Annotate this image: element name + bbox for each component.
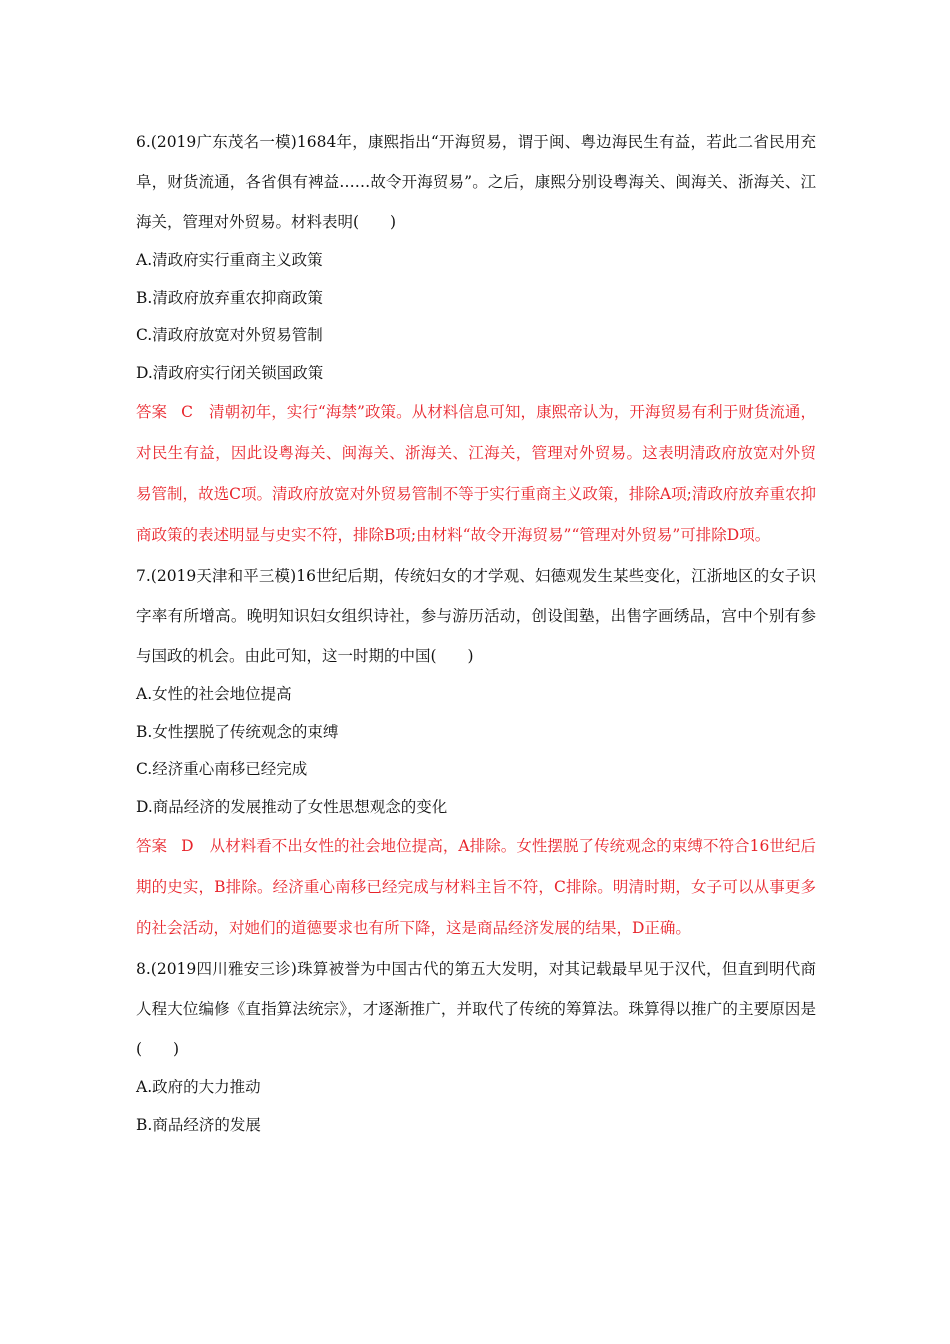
answer-letter: D xyxy=(181,837,194,855)
option-a: A.政府的大力推动 xyxy=(136,1078,261,1096)
option-c: C.经济重心南移已经完成 xyxy=(136,760,308,778)
option-b: B.女性摆脱了传统观念的束缚 xyxy=(136,722,339,741)
question-stem: 7.(2019天津和平三模)16世纪后期，传统妇女的才学观、妇德观发生某些变化，江浙地区的女子识字率有所增高。晚明知识妇女组织诗社，参与游历活动，创设闺塾，出售字画绣品，宫中个别有参与国政的机会。由此可知，这一时期的中国( ) xyxy=(136,567,816,665)
answer-letter: C xyxy=(181,403,193,421)
question-6 xyxy=(136,122,816,556)
option-a: A.女性的社会地位提高 xyxy=(136,685,292,703)
option-b: B.清政府放弃重农抑商政策 xyxy=(136,288,323,307)
option-b: B.商品经济的发展 xyxy=(136,1115,261,1134)
answer-explanation xyxy=(136,826,816,949)
option-c: C.清政府放宽对外贸易管制 xyxy=(136,326,323,344)
question-stem: 6.(2019广东茂名一模)1684年，康熙指出“开海贸易，谓于闽、粤边海民生有益，若此二省民用充阜，财货流通，各省俱有裨益……故令开海贸易”。之后，康熙分别设粤海关、闽海关、浙海关、江海关，管理对外贸易。材料表明( ) xyxy=(136,133,816,231)
option-d: D.清政府实行闭关锁国政策 xyxy=(136,363,324,382)
answer-text: 从材料看不出女性的社会地位提高，A排除。女性摆脱了传统观念的束缚不符合16世纪后期的史实，B排除。经济重心南移已经完成与材料主旨不符，C排除。明清时期，女子可以从事更多的社会活动，对她们的道德要求也有所下降，这是商品经济发展的结果，D正确。 xyxy=(136,837,816,937)
document-content xyxy=(136,122,816,1144)
answer-text: 清朝初年，实行“海禁”政策。从材料信息可知，康熙帝认为，开海贸易有利于财货流通，对民生有益，因此设粤海关、闽海关、浙海关、江海关，管理对外贸易。这表明清政府放宽对外贸易管制，故选C项。清政府放宽对外贸易管制不等于实行重商主义政策，排除A项;清政府放弃重农抑商政策的表述明显与史实不符，排除B项;由材料“故令开海贸易”“管理对外贸易”可排除D项。 xyxy=(136,403,816,544)
question-stem: 8.(2019四川雅安三诊)珠算被誉为中国古代的第五大发明，对其记载最早见于汉代，但直到明代商人程大位编修《直指算法统宗》，才逐渐推广，并取代了传统的筹算法。珠算得以推广的主要原因是( ) xyxy=(136,960,816,1058)
option-d: D.商品经济的发展推动了女性思想观念的变化 xyxy=(136,797,448,816)
question-8 xyxy=(136,949,816,1144)
answer-label: 答案 xyxy=(136,403,168,421)
option-a: A.清政府实行重商主义政策 xyxy=(136,251,323,269)
question-7 xyxy=(136,556,816,949)
answer-explanation xyxy=(136,392,816,556)
answer-label: 答案 xyxy=(136,837,168,855)
